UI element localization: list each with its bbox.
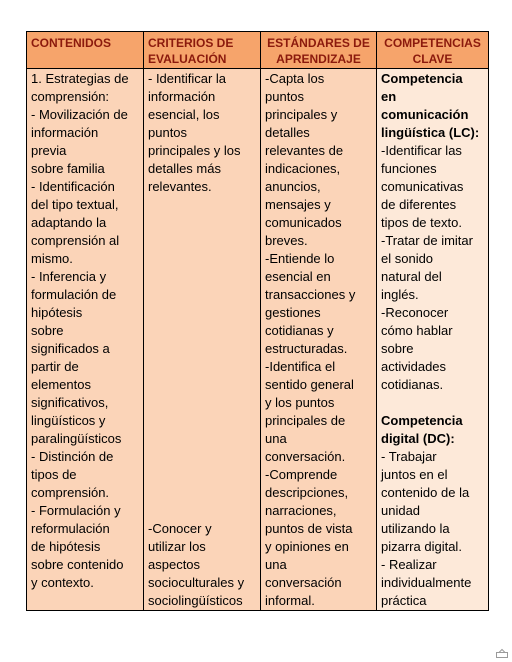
contenidos-line: - Identificación (31, 179, 115, 194)
competencia-dc-line: utilizando la (381, 521, 450, 536)
criterios-line: puntos (148, 125, 188, 140)
contenidos-line: hipótesis (31, 305, 83, 320)
estandares-line: -Identifica el (265, 359, 336, 374)
estandares-line: principales de (265, 413, 346, 428)
criterios-line: -Conocer y (148, 521, 212, 536)
contenidos-line: tipos de (31, 467, 77, 482)
competencia-lc-title-line: lingüística (LC): (381, 125, 480, 140)
contenidos-line: - Distinción de (31, 449, 114, 464)
header-estandares: ESTÁNDARES DE APRENDIZAJE (261, 32, 377, 69)
estandares-line: estructuradas. (265, 341, 348, 356)
estandares-line: narraciones, (265, 503, 337, 518)
competencia-lc-line: comunicativas (381, 179, 464, 194)
contenidos-line: elementos (31, 377, 91, 392)
contenidos-line: - Movilización de (31, 107, 128, 122)
estandares-line: transacciones y (265, 287, 356, 302)
cell-criterios (144, 69, 261, 611)
competencia-lc-line: -Reconocer (381, 305, 449, 320)
contenidos-line: sobre (31, 323, 64, 338)
estandares-line: puntos de vista (265, 521, 353, 536)
competencia-lc-line: de diferentes (381, 197, 457, 212)
contenidos-line: partir de (31, 359, 79, 374)
contenidos-line: reformulación (31, 521, 110, 536)
criterios-line: sociolingüísticos (148, 593, 243, 608)
criterios-line: - Identificar la (148, 71, 227, 86)
competencia-lc-line: natural del (381, 269, 442, 284)
competencia-dc-line: - Trabajar (381, 449, 437, 464)
competencia-dc-line: juntos en el (381, 467, 448, 482)
criterios-line: principales y los (148, 143, 241, 158)
competencia-dc-line: práctica (381, 593, 427, 608)
competencia-dc-line: unidad (381, 503, 421, 518)
criterios-line: aspectos (148, 557, 201, 572)
estandares-line: sentido general (265, 377, 354, 392)
competencia-dc-line: - Realizar (381, 557, 437, 572)
competencia-lc-line: cómo hablar (381, 323, 453, 338)
contenidos-line: lingüísticos y (31, 413, 106, 428)
criterios-line: detalles más (148, 161, 221, 176)
contenidos-line: mismo. (31, 251, 73, 266)
estandares-line: una (265, 557, 287, 572)
estandares-line: -Entiende lo (265, 251, 335, 266)
estandares-line: y opiniones en (265, 539, 349, 554)
cell-estandares (261, 69, 377, 611)
page-corner-icon (496, 648, 508, 658)
competencia-lc-line: -Identificar las (381, 143, 462, 158)
competencias-gap (381, 394, 484, 412)
contenidos-line: sobre familia (31, 161, 105, 176)
cell-competencias (377, 69, 489, 611)
competencia-lc-line: inglés. (381, 287, 419, 302)
header-contenidos: CONTENIDOS (27, 32, 144, 69)
contenidos-line: comprensión. (31, 485, 110, 500)
contenidos-line: información (31, 125, 99, 140)
estandares-line: anuncios, (265, 179, 321, 194)
estandares-line: breves. (265, 233, 308, 248)
criterios-line: relevantes. (148, 179, 212, 194)
criterios-line: información (148, 89, 216, 104)
header-row (27, 32, 489, 69)
estandares-line: relevantes de (265, 143, 344, 158)
competencia-dc-line: contenido de la (381, 485, 470, 500)
contenidos-line: sobre contenido (31, 557, 124, 572)
header-criterios: CRITERIOS DE EVALUACIÓN (144, 32, 261, 69)
contenidos-line: comprensión: (31, 89, 110, 104)
criterios-line: socioculturales y (148, 575, 245, 590)
estandares-line: detalles (265, 125, 310, 140)
competencia-dc-line: individualmente (381, 575, 472, 590)
contenidos-line: previa (31, 143, 67, 158)
competencia-lc-line: actividades (381, 359, 447, 374)
estandares-line: descripciones, (265, 485, 349, 500)
competencia-lc-title-line: en (381, 89, 397, 104)
contenidos-line: paralingüísticos (31, 431, 122, 446)
estandares-line: esencial en (265, 269, 331, 284)
contenidos-line: significativos, (31, 395, 109, 410)
contenidos-line: significados a (31, 341, 110, 356)
estandares-line: conversación (265, 575, 342, 590)
content-row (27, 69, 489, 611)
estandares-line: cotidianas y (265, 323, 334, 338)
competencia-lc-title-line: comunicación (381, 107, 469, 122)
estandares-line: -Capta los (265, 71, 325, 86)
contenidos-line: adaptando la (31, 215, 107, 230)
estandares-line: indicaciones, (265, 161, 341, 176)
curriculum-table (26, 31, 489, 611)
estandares-line: conversación. (265, 449, 346, 464)
competencia-lc-line: cotidianas. (381, 377, 444, 392)
criterios-line: esencial, los (148, 107, 220, 122)
criterios-line: utilizar los (148, 539, 206, 554)
criterios-spacer (148, 196, 256, 520)
estandares-line: gestiones (265, 305, 321, 320)
cell-contenidos (27, 69, 144, 611)
estandares-line: -Comprende (265, 467, 338, 482)
estandares-line: principales y (265, 107, 338, 122)
estandares-line: una (265, 431, 287, 446)
header-competencias: COMPETENCIAS CLAVE (377, 32, 489, 69)
estandares-line: informal. (265, 593, 315, 608)
contenidos-line: - Formulación y (31, 503, 121, 518)
contenidos-line: comprensión al (31, 233, 120, 248)
competencia-lc-line: -Tratar de imitar (381, 233, 473, 248)
estandares-line: puntos (265, 89, 305, 104)
estandares-line: comunicados (265, 215, 342, 230)
competencia-lc-line: el sonido (381, 251, 434, 266)
contenidos-line: - Inferencia y (31, 269, 107, 284)
competencia-lc-title-line: Competencia (381, 71, 463, 86)
contenidos-line: 1. Estrategias de (31, 71, 129, 86)
contenidos-line: de hipótesis (31, 539, 101, 554)
competencia-dc-line: pizarra digital. (381, 539, 462, 554)
contenidos-line: del tipo textual, (31, 197, 119, 212)
contenidos-line: formulación de (31, 287, 117, 302)
estandares-line: mensajes y (265, 197, 331, 212)
estandares-line: y los puntos (265, 395, 335, 410)
contenidos-line: y contexto. (31, 575, 94, 590)
competencia-lc-line: funciones (381, 161, 437, 176)
competencia-lc-line: sobre (381, 341, 414, 356)
competencia-dc-title-line: Competencia (381, 413, 463, 428)
competencia-dc-title-line: digital (DC): (381, 431, 455, 446)
competencia-lc-line: tipos de texto. (381, 215, 462, 230)
